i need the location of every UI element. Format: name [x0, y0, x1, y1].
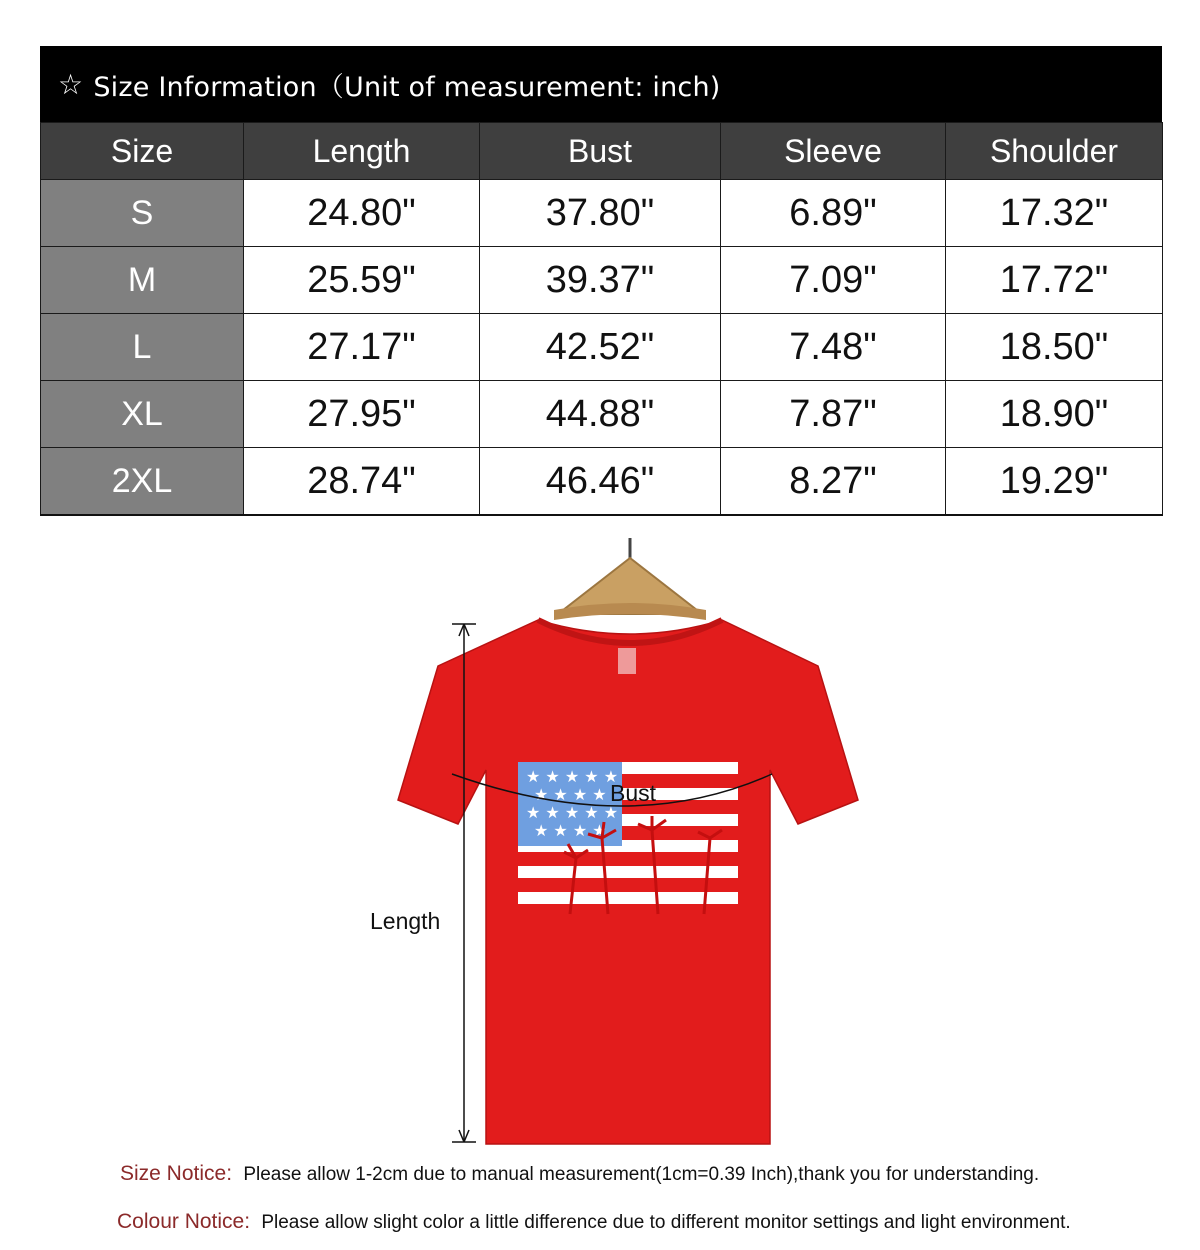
- length-cell: 27.95": [244, 381, 480, 448]
- size-notice-text: Please allow 1-2cm due to manual measurement(1cm=0.39 Inch),thank you for understanding.: [243, 1164, 1040, 1185]
- shoulder-cell: 18.90": [946, 381, 1163, 448]
- column-header-sleeve: Sleeve: [721, 123, 946, 180]
- length-cell: 24.80": [244, 180, 480, 247]
- tshirt-illustration: [340, 538, 860, 1148]
- length-cell: 25.59": [244, 247, 480, 314]
- shoulder-cell: 17.32": [946, 180, 1163, 247]
- table-row: [41, 381, 1163, 448]
- shoulder-cell: 19.29": [946, 448, 1163, 516]
- length-cell: 28.74": [244, 448, 480, 516]
- bust-cell: 42.52": [480, 314, 721, 381]
- sleeve-cell: 8.27": [721, 448, 946, 516]
- svg-text:★ ★ ★ ★: ★ ★ ★ ★: [534, 821, 607, 840]
- bust-cell: 46.46": [480, 448, 721, 516]
- size-cell: L: [41, 314, 244, 381]
- star-icon: ☆: [58, 67, 84, 101]
- size-cell: S: [41, 180, 244, 247]
- column-header-bust: Bust: [480, 123, 721, 180]
- svg-text:★ ★ ★ ★ ★: ★ ★ ★ ★ ★: [526, 767, 619, 786]
- svg-text:★ ★ ★ ★: ★ ★ ★ ★: [534, 785, 607, 804]
- sleeve-cell: 6.89": [721, 180, 946, 247]
- length-cell: 27.17": [244, 314, 480, 381]
- size-info-header: [40, 46, 1162, 122]
- table-row: [41, 247, 1163, 314]
- tshirt-figure: [340, 538, 860, 1148]
- size-cell: M: [41, 247, 244, 314]
- table-row: [41, 448, 1163, 516]
- colour-notice-title: Colour Notice:: [117, 1210, 251, 1233]
- shoulder-cell: 18.50": [946, 314, 1163, 381]
- table-row: [41, 314, 1163, 381]
- size-table: [40, 122, 1163, 516]
- column-header-size: Size: [41, 123, 244, 180]
- sleeve-cell: 7.87": [721, 381, 946, 448]
- bust-cell: 44.88": [480, 381, 721, 448]
- size-cell: XL: [41, 381, 244, 448]
- size-notice: [0, 1162, 1200, 1186]
- bust-cell: 37.80": [480, 180, 721, 247]
- sleeve-cell: 7.09": [721, 247, 946, 314]
- hanger-icon: [554, 538, 706, 620]
- bust-label: Bust: [610, 780, 657, 806]
- table-header-row: [41, 123, 1163, 180]
- table-row: [41, 180, 1163, 247]
- sleeve-cell: 7.48": [721, 314, 946, 381]
- size-notice-title: Size Notice:: [120, 1162, 233, 1185]
- length-label: Length: [370, 908, 441, 934]
- colour-notice-text: Please allow slight color a little difference due to different monitor settings and light environment.: [261, 1212, 1071, 1233]
- shoulder-cell: 17.72": [946, 247, 1163, 314]
- colour-notice: [0, 1210, 1200, 1234]
- size-info-title: Size Information（Unit of measurement: inch): [93, 71, 721, 103]
- svg-text:★ ★ ★ ★ ★: ★ ★ ★ ★ ★: [526, 803, 619, 822]
- size-cell: 2XL: [41, 448, 244, 516]
- bust-cell: 39.37": [480, 247, 721, 314]
- column-header-shoulder: Shoulder: [946, 123, 1163, 180]
- column-header-length: Length: [244, 123, 480, 180]
